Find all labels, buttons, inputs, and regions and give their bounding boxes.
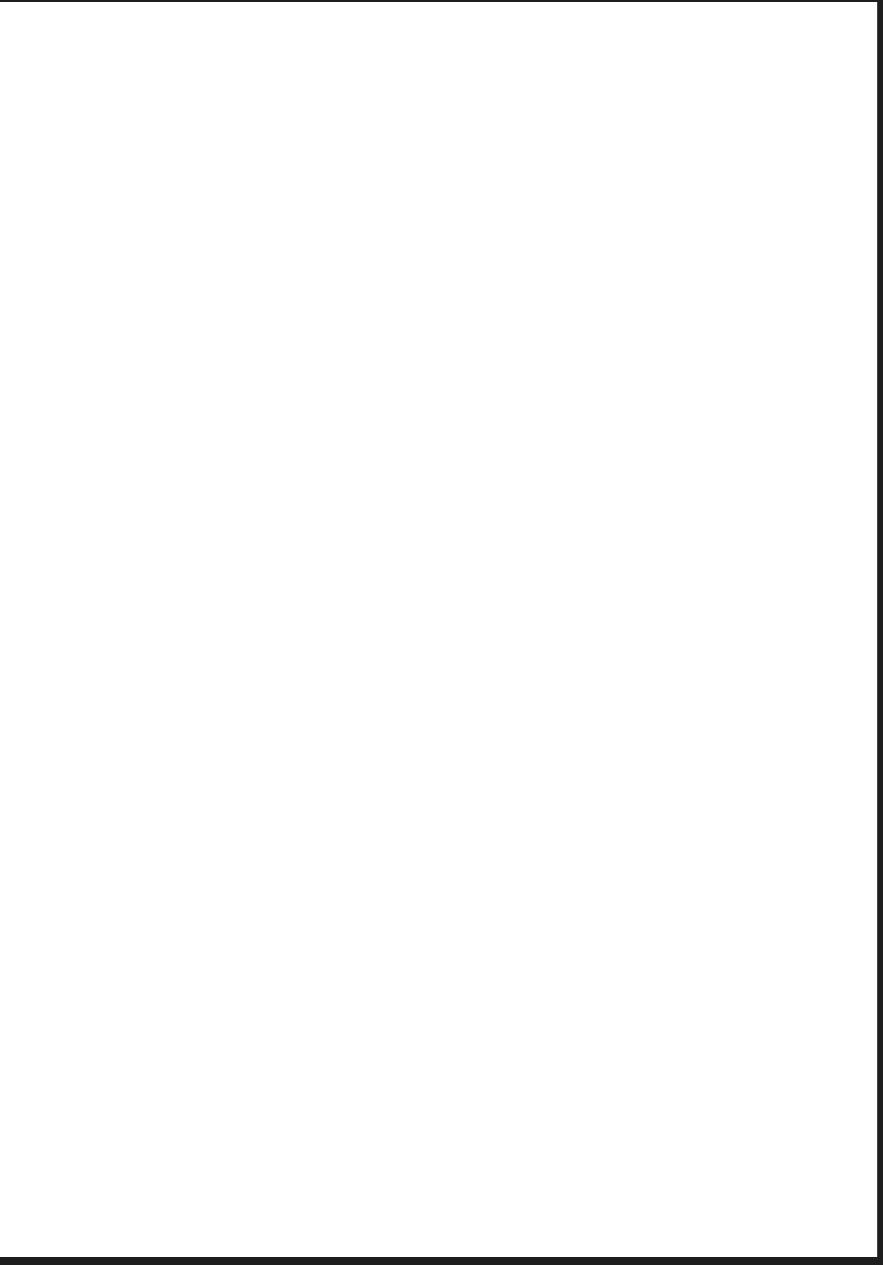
program-page xyxy=(0,2,878,1257)
bottom-ornament-border xyxy=(34,1183,464,1219)
top-ornament-border xyxy=(34,35,834,75)
